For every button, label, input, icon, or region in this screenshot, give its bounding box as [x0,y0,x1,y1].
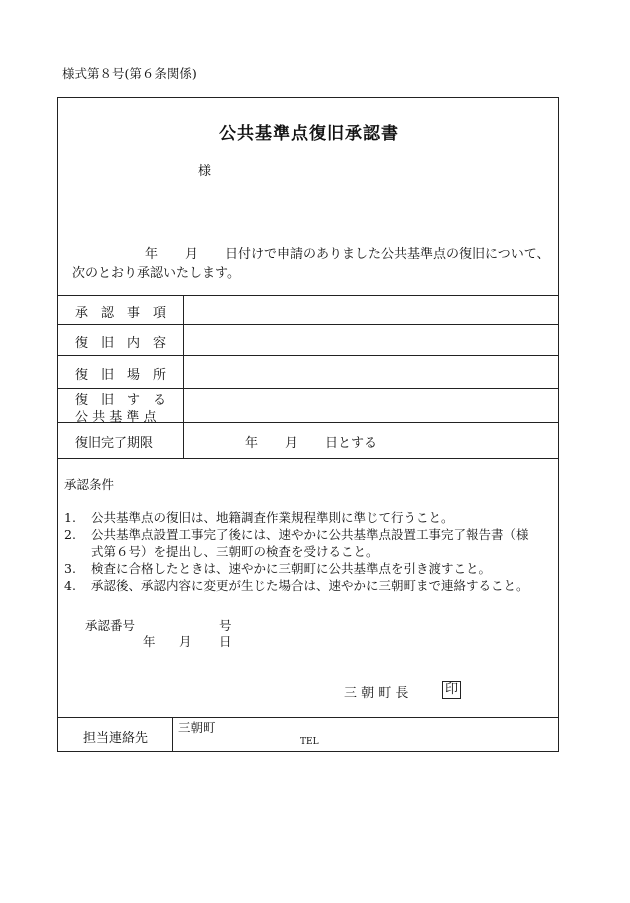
condition-text: 公共基準点設置工事完了後には、速やかに公共基準点設置工事完了報告書（様 [91,527,529,542]
intro-year: 年 [145,247,159,262]
deadline-day: 日とする [325,436,378,451]
approval-number-label: 承認番号 [85,618,136,633]
condition-text: 承認後、承認内容に変更が生じた場合は、速やかに三朝町まで連絡すること。 [91,578,529,593]
document-title: 公共基準点復旧承認書 [219,124,399,144]
intro-text-line1: 日付けで申請のありました公共基準点の復旧について、 [225,247,550,262]
contact-label: 担当連絡先 [83,731,149,746]
seal-box-wrapper [442,681,461,699]
row-label-restoration-content: 復 旧 内 容 [75,336,167,351]
row-label-point-line1: 復 旧 す る [75,393,167,408]
condition-text: 公共基準点の復旧は、地籍調査作業規程準則に準じて行うこと。 [91,510,454,525]
approval-number-suffix: 号 [219,618,232,633]
form-number-label: 様式第８号(第６条関係) [62,66,197,81]
approval-form [57,97,559,752]
row-label-point-line2: 公 共 基 準 点 [75,410,157,425]
deadline-month: 月 [285,436,299,451]
condition-number: 4. [64,578,76,593]
row-label-restoration-location: 復 旧 場 所 [75,368,167,383]
contact-town: 三朝町 [178,720,216,735]
condition-number: 3. [64,561,76,576]
table-top-border [58,295,558,296]
table-bottom-border [58,458,558,459]
contact-column-divider [172,717,173,751]
table-column-divider [183,295,184,458]
intro-text-line2: 次のとおり承認いたします。 [72,266,240,281]
condition-text-continuation: 式第６号）を提出し、三朝町の検査を受けること。 [91,544,379,559]
seal-mark: 印 [442,681,461,699]
row-label-approval-items: 承 認 事 項 [75,306,167,321]
approval-date-month: 月 [179,634,192,649]
contact-row-border [58,717,558,718]
approval-date-day: 日 [219,634,232,649]
row-divider [58,324,558,325]
approval-date-year: 年 [143,634,156,649]
intro-month: 月 [185,247,199,262]
addressee-suffix: 様 [198,164,212,179]
deadline-year: 年 [245,436,259,451]
conditions-heading: 承認条件 [64,477,115,492]
condition-text: 検査に合格したときは、速やかに三朝町に公共基準点を引き渡すこと。 [91,561,492,576]
condition-number: 2. [64,527,76,542]
mayor-title: 三 朝 町 長 [344,686,409,701]
row-label-completion-deadline: 復旧完了期限 [75,436,154,451]
contact-tel-label: TEL [300,737,319,747]
row-divider [58,355,558,356]
condition-number: 1. [64,510,76,525]
